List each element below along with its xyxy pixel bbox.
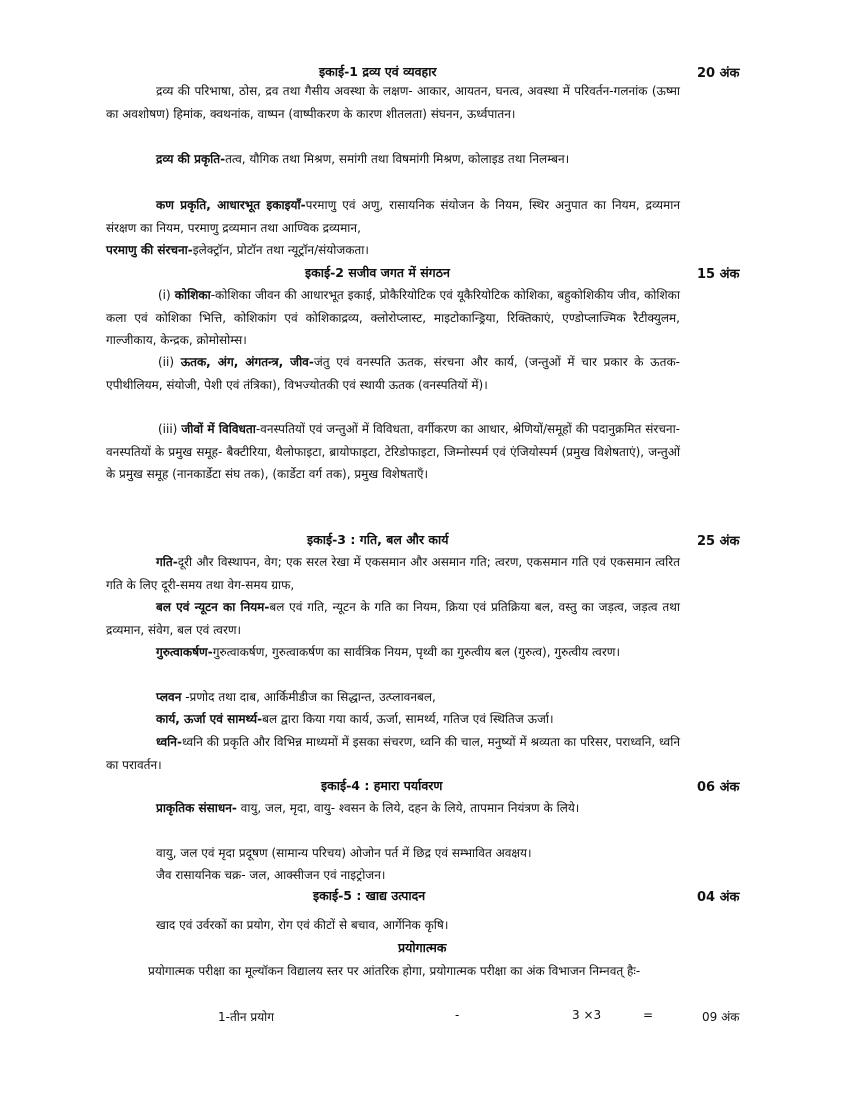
unit3-para2 (106, 596, 680, 641)
unit1-para3-term: कण प्रकृति, आधारभूत इकाइयाँ- (156, 198, 306, 212)
unit4-para1 (106, 797, 680, 820)
unit3-para3 (106, 641, 680, 664)
unit3-para1-term: गति- (156, 555, 178, 569)
unit1-para4-term: परमाणु की संरचना- (106, 243, 193, 257)
practical-row-calc: 3 ×3 (572, 1008, 602, 1022)
unit2-item-i-text: -कोशिका जीवन की आधारभूत इकाई, प्रोकैरियोटिक एवं यूकैरियोटिक कोशिका, बहुकोशिकीय जीव, कोशिका कला एवं कोशिका भित्ति, कोशिकांग एवं कोशिकाद्रव्य, क्लोरोप्लास्ट, माइटोकान्ड्रिया, रिक्तिकाएं, एण्डोप्लाज्मिक रैटीक्युलम, गाल्जीकाय, केन्द्रक, क्रोमोसोम्स। (106, 288, 680, 348)
unit2-item-ii-text: जंतु एवं वनस्पति ऊतक, संरचना और कार्य, (जन्तुओं में चार प्रकार के ऊतक- एपीथीलियम, संयोजी, पेशी एवं तंत्रिका), विभज्योतकी एवं स्थायी ऊतक (वनस्पतियों में)। (106, 355, 680, 392)
unit3-para2-text: बल एवं गति, न्यूटन के गति का नियम, क्रिया एवं प्रतिक्रिया बल, वस्तु का जड़त्व, जड़त्व तथा द्रव्यमान, संवेग, बल एवं त्वरण। (106, 600, 680, 637)
unit5-marks: 04 अंक (697, 890, 740, 905)
unit3-para1-text: दूरी और विस्थापन, वेग; एक सरल रेखा में एकसमान और असमान गति; त्वरण, एकसमान गति एवं एकसमान त्वरित गति के लिए दूरी-समय तथा वेग-समय ग्राफ, (106, 555, 680, 592)
unit1-heading: इकाई-1 द्रव्य एवं व्यवहार (319, 64, 437, 79)
unit1-para4-text: इलेक्ट्रॉन, प्रोटॉन तथा न्यूट्रॉन/संयोजकता। (192, 243, 369, 257)
unit2-item-i (106, 284, 680, 352)
unit1-para3-text: परमाणु एवं अणु, रासायनिक संयोजन के नियम, स्थिर अनुपात का नियम, द्रव्यमान संरक्षण का नियम, परमाणु द्रव्यमान तथा आण्विक द्रव्यमान, (106, 198, 680, 235)
unit2-item-ii (106, 351, 680, 396)
practical-row-label: 1-तीन प्रयोग (218, 1010, 275, 1024)
unit5-para1: खाद एवं उर्वरकों का प्रयोग, रोग एवं कीटों से बचाव, आर्गेनिक कृषि। (156, 918, 449, 932)
unit3-para4 (106, 686, 680, 709)
unit2-item-ii-term: ऊतक, अंग, अंगतन्त्र, जीव- (180, 355, 314, 369)
unit3-para5 (106, 708, 680, 731)
unit2-item-i-term: कोशिका (174, 288, 211, 302)
unit5-heading: इकाई-5 : खाद्य उत्पादन (313, 888, 426, 903)
unit4-heading: इकाई-4 : हमारा पर्यावरण (321, 778, 443, 793)
unit2-item-ii-num: (ii) (158, 355, 181, 369)
unit2-item-iii (106, 418, 680, 486)
unit4-para3: जैव रासायनिक चक्र- जल, आक्सीजन एवं नाइट्रोजन। (156, 868, 386, 882)
unit4-para1-text: वायु, जल, मृदा, वायु- श्वसन के लिये, दहन के लिये, तापमान नियंत्रण के लिये। (236, 801, 580, 815)
unit2-item-iii-text: -वनस्पतियों एवं जन्तुओं में विविधता, वर्गीकरण का आधार, श्रेणियों/समूहों की पदानुक्रमित संरचना- वनस्पतियों के प्रमुख समूह- बैक्टीरिया, थैलोफाइटा, ब्रायोफाइटा, टेरिडोफाइटा, जिम्नोस्पर्म एवं एंजियोस्पर्म (प्रमुख विशेषताएं), जन्तुओं के प्रमुख समूह (नानकार्डेटा संघ तक), (कार्डेटा वर्ग तक), प्रमुख विशेषताएँ। (106, 422, 681, 482)
practical-para: प्रयोगात्मक परीक्षा का मूल्यॉकन विद्यालय स्तर पर आंतरिक होगा, प्रयोगात्मक परीक्षा का अंक विभाजन निम्नवत् हैः- (148, 964, 641, 978)
unit4-para1-term: प्राकृतिक संसाधन- (156, 801, 237, 815)
unit3-para6 (106, 731, 680, 776)
unit3-para6-term: ध्वनि- (156, 735, 182, 749)
unit3-para6-text: ध्वनि की प्रकृति और विभिन्न माध्यमों में इसका संचरण, ध्वनि की चाल, मनुष्यों में श्रव्यता का परिसर, पराध्वनि, ध्वनि का परावर्तन। (106, 735, 680, 772)
practical-row-dash: - (455, 1008, 460, 1022)
unit1-para4 (106, 239, 680, 262)
unit2-marks: 15 अंक (697, 267, 740, 282)
unit2-item-iii-term: जीवों में विविधता (181, 422, 256, 436)
unit2-item-iii-num: (iii) (158, 422, 182, 436)
unit4-marks: 06 अंक (697, 780, 740, 795)
practical-row-marks: 09 अंक (702, 1010, 740, 1024)
unit3-para4-term: प्लवन (156, 690, 182, 704)
unit1-para2 (106, 148, 680, 171)
unit1-marks: 20 अंक (697, 66, 740, 81)
unit3-para5-text: बल द्वारा किया गया कार्य, ऊर्जा, सामर्थ्य, गतिज एवं स्थितिज ऊर्जा। (262, 712, 554, 726)
unit2-item-i-num: (i) (158, 288, 175, 302)
unit3-para1 (106, 551, 680, 596)
unit3-para3-text: गुरुत्वाकर्षण, गुरुत्वाकर्षण का सार्वत्रिक नियम, पृथ्वी का गुरुत्वीय बल (गुरुत्व), गुरुत्वीय त्वरण। (212, 645, 620, 659)
unit1-para1: द्रव्य की परिभाषा, ठोस, द्रव तथा गैसीय अवस्था के लक्षण- आकार, आयतन, घनत्व, अवस्था में परिवर्तन-गलनांक (ऊष्मा का अवशोषण) हिमांक, क्वथनांक, वाष्पन (वाष्पीकरण के कारण शीतलता) संघनन, ऊर्ध्वपातन। (106, 84, 680, 121)
unit3-para5-term: कार्य, ऊर्जा एवं सामर्थ्य- (156, 712, 263, 726)
unit3-para2-term: बल एवं न्यूटन का नियम- (156, 600, 270, 614)
practical-row-eq: = (643, 1008, 654, 1022)
unit4-para2: वायु, जल एवं मृदा प्रदूषण (सामान्य परिचय) ओजोन पर्त में छिद्र एवं सम्भावित अवक्षय। (156, 846, 532, 860)
unit1-para3 (106, 194, 680, 239)
unit1-para2-text: तत्व, यौगिक तथा मिश्रण, समांगी तथा विषमांगी मिश्रण, कोलाइड तथा निलम्बन। (225, 152, 570, 166)
unit1-para2-term: द्रव्य की प्रकृति- (156, 152, 226, 166)
unit3-para3-term: गुरुत्वाकर्षण- (156, 645, 213, 659)
unit3-marks: 25 अंक (697, 534, 740, 549)
unit2-heading: इकाई-2 सजीव जगत में संगठन (305, 265, 450, 280)
unit3-para4-text: -प्रणोद तथा दाब, आर्किमीडीज का सिद्धान्त, उत्प्लावनबल, (181, 690, 436, 704)
practical-heading: प्रयोगात्मक (398, 940, 447, 955)
unit3-heading: इकाई-3 : गति, बल और कार्य (307, 532, 449, 547)
